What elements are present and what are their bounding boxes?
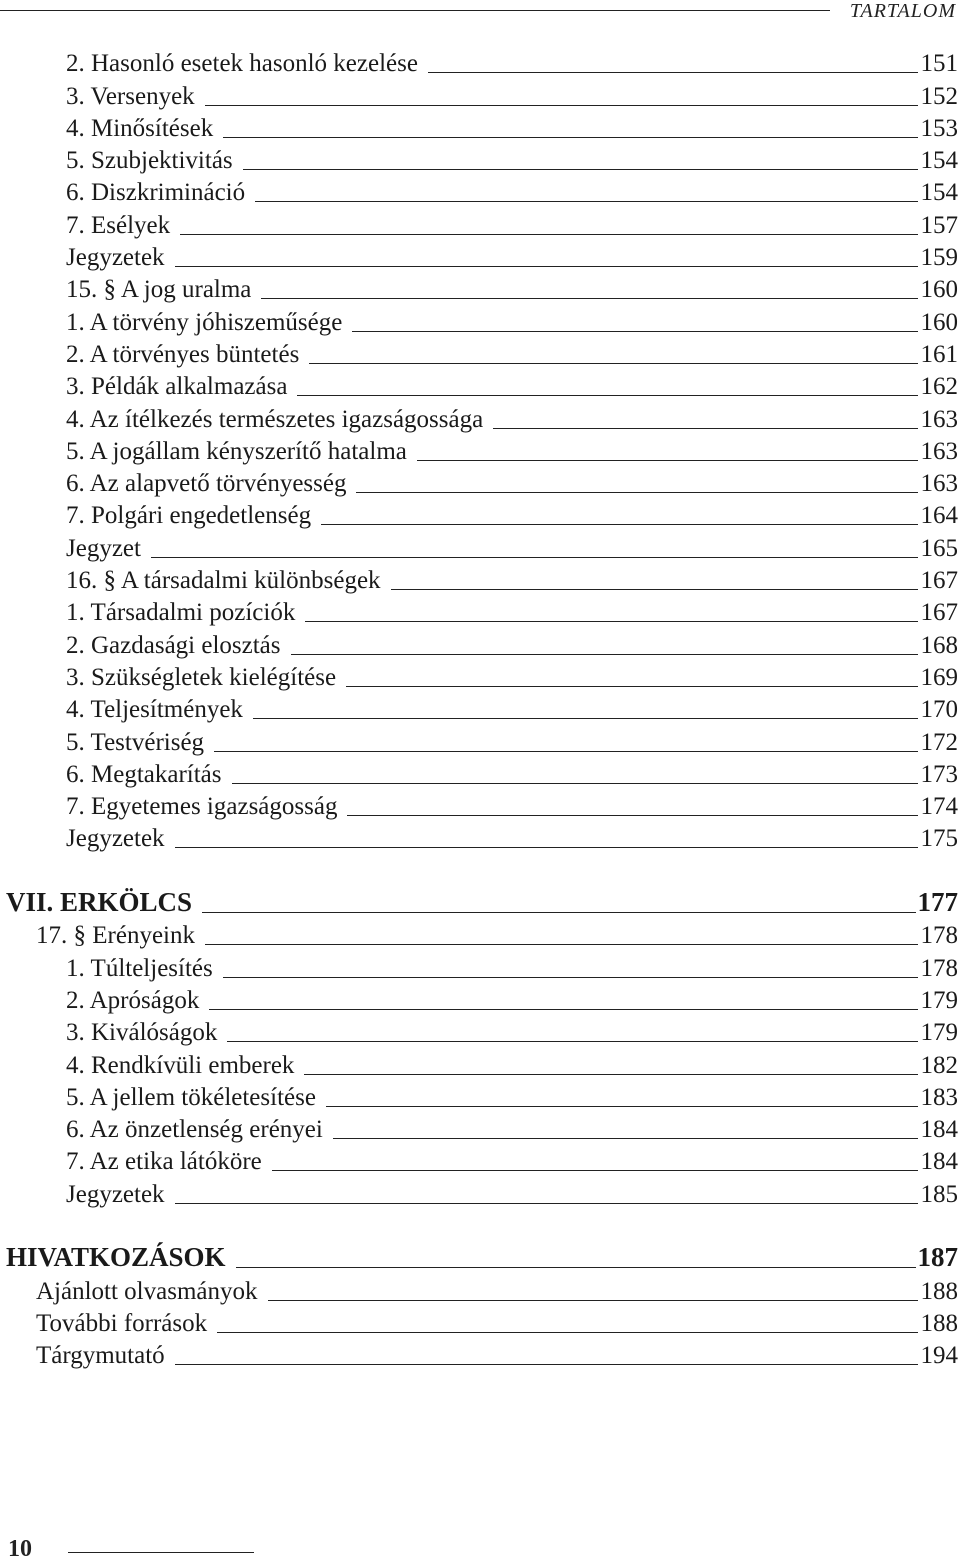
toc-leader-line xyxy=(205,105,918,106)
toc-entry-title: 5. Szubjektivitás xyxy=(66,147,233,175)
toc-entry-title: 2. A törvényes büntetés xyxy=(66,340,300,368)
toc-entry-title: 7. Esélyek xyxy=(66,211,171,239)
toc-leader-line xyxy=(180,234,918,235)
toc-entry-title: 16. § A társadalmi különbségek xyxy=(66,567,381,595)
toc-entry-title: Jegyzet xyxy=(66,534,141,562)
toc-entry-title: 6. Az alapvető törvényesség xyxy=(66,470,347,498)
toc-leader-line xyxy=(232,783,918,784)
toc-leader-line xyxy=(151,557,918,558)
toc-entry-title: Jegyzetek xyxy=(66,244,165,272)
toc-entry-title: 7. Egyetemes igazságosság xyxy=(66,793,338,821)
toc-entry[interactable] xyxy=(0,113,960,145)
toc-leader-line xyxy=(326,1106,918,1107)
toc-entry[interactable] xyxy=(0,500,960,532)
toc-page-number: 185 xyxy=(920,1180,958,1208)
toc-entry[interactable] xyxy=(0,629,960,661)
toc-page-number: 163 xyxy=(920,405,958,433)
toc-leader-line xyxy=(243,169,918,170)
toc-entry[interactable] xyxy=(0,80,960,112)
page-number: 10 xyxy=(8,1536,32,1562)
toc-page-number: 165 xyxy=(920,534,958,562)
toc-entry[interactable] xyxy=(0,436,960,468)
toc-page-number: 183 xyxy=(920,1083,958,1111)
toc-leader-line xyxy=(428,72,918,73)
toc-page-number: 163 xyxy=(920,437,958,465)
footer-rule xyxy=(68,1552,254,1553)
toc-leader-line xyxy=(214,751,918,752)
toc-leader-line xyxy=(356,492,918,493)
toc-entry-title: 4. Teljesítmények xyxy=(66,696,243,724)
toc-entry-title: 1. Társadalmi pozíciók xyxy=(66,599,296,627)
toc-page-number: 164 xyxy=(920,502,958,530)
toc-entry[interactable] xyxy=(0,48,960,80)
toc-entry[interactable] xyxy=(0,952,960,984)
toc-page-number: 169 xyxy=(920,663,958,691)
toc-entry-title: HIVATKOZÁSOK xyxy=(6,1242,226,1273)
toc-entry[interactable] xyxy=(0,985,960,1017)
toc-leader-line xyxy=(347,815,918,816)
toc-entry-title: Ajánlott olvasmányok xyxy=(36,1277,258,1305)
toc-entry[interactable] xyxy=(0,468,960,500)
toc-leader-line xyxy=(297,395,918,396)
toc-entry-title: 15. § A jog uralma xyxy=(66,276,252,304)
toc-page-number: 184 xyxy=(920,1148,958,1176)
toc-leader-line xyxy=(223,977,918,978)
toc-entry[interactable] xyxy=(0,1114,960,1146)
header-rule xyxy=(0,10,830,11)
toc-leader-line xyxy=(223,137,918,138)
toc-entry[interactable] xyxy=(0,209,960,241)
toc-leader-line xyxy=(268,1300,919,1301)
toc-entry[interactable] xyxy=(0,242,960,274)
toc-page-number: 154 xyxy=(920,179,958,207)
toc-entry[interactable] xyxy=(0,565,960,597)
toc-entry-title: További források xyxy=(36,1309,208,1337)
toc-page-number: 152 xyxy=(920,82,958,110)
table-of-contents xyxy=(0,48,960,1372)
toc-entry-title: 4. Minősítések xyxy=(66,114,214,142)
toc-entry[interactable] xyxy=(0,1308,960,1340)
toc-leader-line xyxy=(209,1009,918,1010)
toc-page-number: 153 xyxy=(920,114,958,142)
toc-entry[interactable] xyxy=(0,1049,960,1081)
toc-page-number: 167 xyxy=(920,599,958,627)
toc-entry[interactable] xyxy=(0,339,960,371)
toc-page-number: 167 xyxy=(920,567,958,595)
toc-page-number: 175 xyxy=(920,825,958,853)
toc-entry[interactable] xyxy=(0,403,960,435)
toc-leader-line xyxy=(227,1041,918,1042)
toc-spacer xyxy=(0,855,960,887)
toc-page-number: 172 xyxy=(920,728,958,756)
toc-entry-title: 5. Testvériség xyxy=(66,728,205,756)
toc-entry[interactable] xyxy=(0,1275,960,1307)
toc-page-number: 162 xyxy=(920,373,958,401)
toc-entry[interactable] xyxy=(0,1243,960,1275)
toc-leader-line xyxy=(175,1364,918,1365)
toc-entry-title: Tárgymutató xyxy=(36,1342,165,1370)
toc-leader-line xyxy=(202,912,915,913)
toc-page-number: 177 xyxy=(917,887,958,918)
toc-entry-title: 6. Megtakarítás xyxy=(66,760,222,788)
toc-page-number: 179 xyxy=(920,1019,958,1047)
toc-page-number: 188 xyxy=(920,1309,958,1337)
toc-entry[interactable] xyxy=(0,823,960,855)
toc-page-number: 157 xyxy=(920,211,958,239)
toc-page-number: 163 xyxy=(920,470,958,498)
toc-page-number: 154 xyxy=(920,147,958,175)
toc-page-number: 159 xyxy=(920,244,958,272)
toc-page-number: 151 xyxy=(920,50,958,78)
toc-leader-line xyxy=(272,1170,918,1171)
toc-leader-line xyxy=(175,266,918,267)
toc-entry[interactable] xyxy=(0,532,960,564)
toc-entry[interactable] xyxy=(0,791,960,823)
toc-entry[interactable] xyxy=(0,177,960,209)
toc-page-number: 170 xyxy=(920,696,958,724)
toc-entry-title: 2. Gazdasági elosztás xyxy=(66,631,281,659)
toc-entry[interactable] xyxy=(0,662,960,694)
toc-entry-title: 2. Apróságok xyxy=(66,986,200,1014)
toc-entry[interactable] xyxy=(0,306,960,338)
toc-leader-line xyxy=(309,363,918,364)
toc-entry[interactable] xyxy=(0,726,960,758)
toc-entry-title: 7. Polgári engedetlenség xyxy=(66,502,312,530)
toc-entry[interactable] xyxy=(0,371,960,403)
toc-leader-line xyxy=(391,589,918,590)
toc-leader-line xyxy=(304,1074,918,1075)
toc-leader-line xyxy=(255,201,918,202)
toc-page-number: 174 xyxy=(920,793,958,821)
toc-leader-line xyxy=(291,654,918,655)
toc-entry-title: 6. Diszkrimináció xyxy=(66,179,246,207)
toc-entry-title: 3. Kiválóságok xyxy=(66,1019,218,1047)
toc-entry-title: 4. Rendkívüli emberek xyxy=(66,1051,295,1079)
toc-entry[interactable] xyxy=(0,274,960,306)
toc-page-number: 184 xyxy=(920,1116,958,1144)
toc-leader-line xyxy=(346,686,918,687)
toc-leader-line xyxy=(217,1332,918,1333)
toc-entry[interactable] xyxy=(0,1146,960,1178)
toc-leader-line xyxy=(321,524,918,525)
toc-entry[interactable] xyxy=(0,1178,960,1210)
toc-leader-line xyxy=(205,944,918,945)
toc-entry-title: 3. Versenyek xyxy=(66,82,195,110)
toc-entry-title: 4. Az ítélkezés természetes igazságossága xyxy=(66,405,484,433)
toc-page-number: 168 xyxy=(920,631,958,659)
toc-entry-title: Jegyzetek xyxy=(66,825,165,853)
toc-page-number: 188 xyxy=(920,1277,958,1305)
toc-spacer xyxy=(0,1211,960,1243)
toc-leader-line xyxy=(175,847,918,848)
toc-page-number: 194 xyxy=(920,1342,958,1370)
toc-entry[interactable] xyxy=(0,694,960,726)
toc-leader-line xyxy=(175,1203,918,1204)
toc-entry-title: VII. ERKÖLCS xyxy=(6,887,193,918)
toc-entry[interactable] xyxy=(0,597,960,629)
toc-page-number: 178 xyxy=(920,922,958,950)
toc-entry[interactable] xyxy=(0,1017,960,1049)
toc-entry-title: 1. Túlteljesítés xyxy=(66,954,213,982)
toc-entry[interactable] xyxy=(0,1082,960,1114)
toc-leader-line xyxy=(417,460,918,461)
toc-entry[interactable] xyxy=(0,920,960,952)
toc-page-number: 178 xyxy=(920,954,958,982)
toc-entry-title: 7. Az etika látóköre xyxy=(66,1148,262,1176)
toc-page-number: 160 xyxy=(920,276,958,304)
toc-entry-title: 5. A jellem tökéletesítése xyxy=(66,1083,316,1111)
toc-leader-line xyxy=(261,298,918,299)
toc-leader-line xyxy=(352,331,918,332)
running-header-title: TARTALOM xyxy=(849,0,956,22)
toc-entry-title: 17. § Erényeink xyxy=(36,922,195,950)
toc-leader-line xyxy=(253,718,918,719)
toc-leader-line xyxy=(493,428,918,429)
toc-page-number: 173 xyxy=(920,760,958,788)
toc-entry-title: 1. A törvény jóhiszeműsége xyxy=(66,308,343,336)
toc-entry-title: 3. Példák alkalmazása xyxy=(66,373,288,401)
toc-entry-title: 3. Szükségletek kielégítése xyxy=(66,663,337,691)
toc-page-number: 187 xyxy=(917,1242,958,1273)
toc-entry-title: 6. Az önzetlenség erényei xyxy=(66,1116,323,1144)
toc-entry[interactable] xyxy=(0,888,960,920)
toc-entry[interactable] xyxy=(0,759,960,791)
toc-entry[interactable] xyxy=(0,1340,960,1372)
toc-page-number: 182 xyxy=(920,1051,958,1079)
toc-page-number: 179 xyxy=(920,986,958,1014)
toc-leader-line xyxy=(333,1138,918,1139)
toc-entry-title: Jegyzetek xyxy=(66,1180,165,1208)
toc-entry-title: 2. Hasonló esetek hasonló kezelése xyxy=(66,50,418,78)
toc-entry[interactable] xyxy=(0,145,960,177)
toc-leader-line xyxy=(305,621,918,622)
toc-page-number: 160 xyxy=(920,308,958,336)
toc-entry-title: 5. A jogállam kényszerítő hatalma xyxy=(66,437,407,465)
toc-page-number: 161 xyxy=(920,340,958,368)
toc-leader-line xyxy=(236,1267,916,1268)
